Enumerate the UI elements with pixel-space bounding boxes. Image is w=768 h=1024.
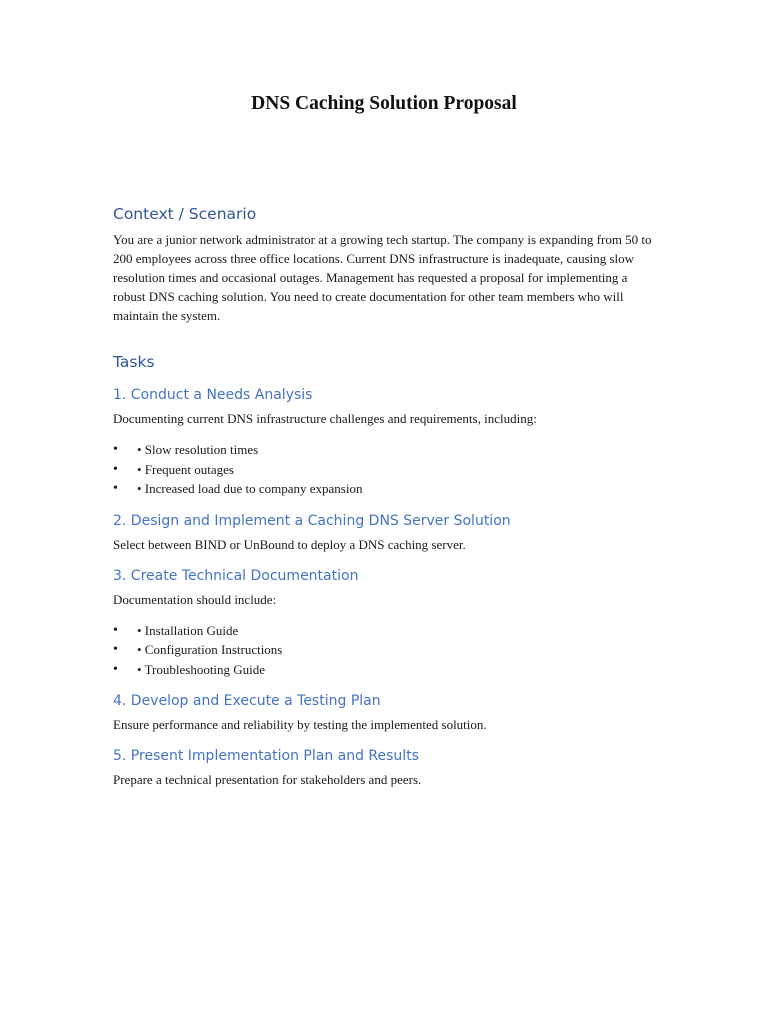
document-title: DNS Caching Solution Proposal [251,93,517,114]
list-item [113,440,658,460]
task-4-body: Ensure performance and reliability by testing the implemented solution. [113,717,487,732]
bullet-icon: • [113,642,118,657]
task-4-heading: 4. Develop and Execute a Testing Plan [113,693,381,709]
document-body [113,203,658,801]
list-item-text: • Slow resolution times [137,442,259,457]
context-heading: Context / Scenario [113,205,257,223]
bullet-icon: • [113,461,118,477]
context-paragraph: You are a junior network administrator at a growing tech startup. The company is expanding from 50 to 200 employees across three office locations. Current DNS infrastructure is inadequate, causing slow resolution times and occasional outages. Management has requested a proposal for implementing a robust DNS caching solution. You need to create documentation for other team members who will maintain the system. [113,232,652,323]
list-item [113,479,658,499]
bullet-icon: • [113,481,118,496]
task-3-bullet-list [113,621,658,680]
list-item-text: • Troubleshooting Guide [137,661,266,677]
list-item-text: • Installation Guide [137,622,239,638]
tasks-heading: Tasks [113,353,155,371]
task-3-body: Documentation should include: [113,591,277,607]
list-item-text: • Increased load due to company expansion [137,481,363,496]
list-item [113,660,658,680]
task-3-heading: 3. Create Technical Documentation [113,567,359,584]
task-2-body: Select between BIND or UnBound to deploy a DNS caching server. [113,536,466,552]
task-1-body: Documenting current DNS infrastructure challenges and requirements, including: [113,411,537,426]
task-1-heading: 1. Conduct a Needs Analysis [113,387,313,403]
task-5-heading: 5. Present Implementation Plan and Results [113,748,419,764]
bullet-icon: • [113,442,118,457]
bullet-icon: • [113,622,118,638]
list-item-text: • Frequent outages [137,461,234,477]
task-2-heading: 2. Design and Implement a Caching DNS Server Solution [113,512,511,529]
list-item [113,621,658,641]
bullet-icon: • [113,661,118,677]
list-item [113,640,658,660]
task-5-body: Prepare a technical presentation for stakeholders and peers. [113,772,422,787]
list-item-text: • Configuration Instructions [137,642,283,657]
task-1-bullet-list [113,440,658,499]
list-item [113,460,658,480]
